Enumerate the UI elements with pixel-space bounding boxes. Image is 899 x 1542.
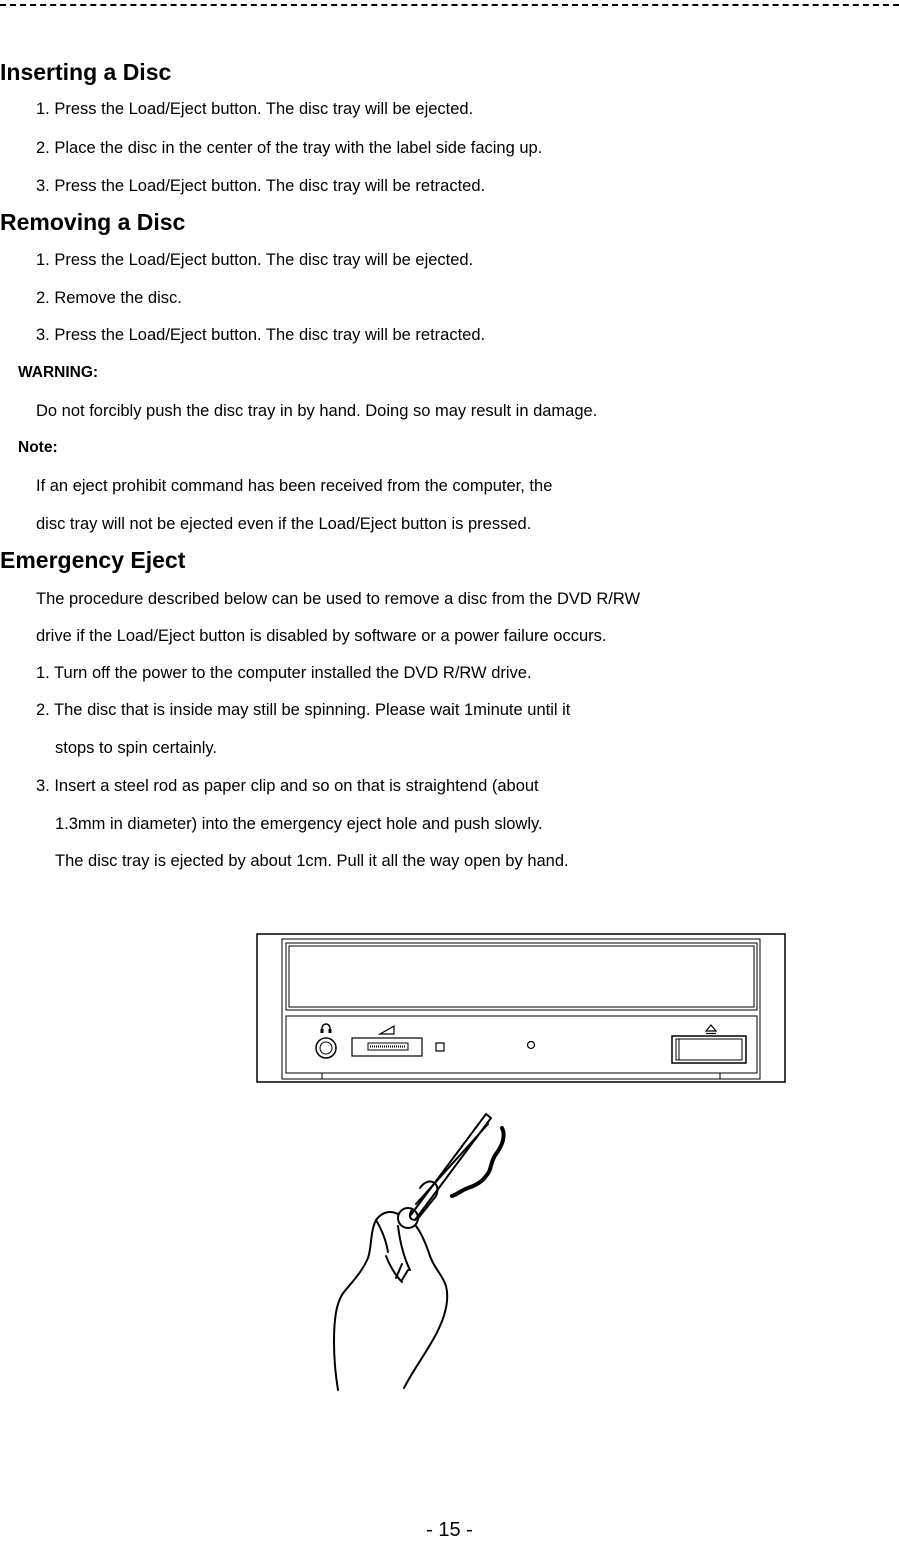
emergency-line-8: The disc tray is ejected by about 1cm. Pull it all the way open by hand. — [55, 852, 569, 870]
page-number: - 15 - — [426, 1519, 473, 1541]
heading-emergency: Emergency Eject — [0, 547, 186, 573]
warning-text: Do not forcibly push the disc tray in by hand. Doing so may result in damage. — [36, 402, 598, 420]
emergency-line-3: 1. Turn off the power to the computer installed the DVD R/RW drive. — [36, 664, 532, 682]
emergency-line-6: 3. Insert a steel rod as paper clip and so on that is straightend (about — [36, 777, 539, 795]
note-line-1: If an eject prohibit command has been received from the computer, the — [36, 477, 553, 495]
emergency-line-4: 2. The disc that is inside may still be spinning. Please wait 1minute until it — [36, 701, 571, 719]
removing-step-3: 3. Press the Load/Eject button. The disc tray will be retracted. — [36, 326, 486, 344]
warning-label: WARNING: — [18, 364, 99, 381]
hand-paperclip-illustration — [316, 1106, 520, 1396]
paper-clip — [410, 1114, 504, 1220]
removing-step-2: 2. Remove the disc. — [36, 289, 182, 307]
note-label: Note: — [18, 439, 58, 456]
dvd-drive-front-panel — [256, 932, 787, 1084]
inserting-step-1: 1. Press the Load/Eject button. The disc tray will be ejected. — [36, 100, 474, 118]
inserting-step-3: 3. Press the Load/Eject button. The disc tray will be retracted. — [36, 177, 486, 195]
note-line-2: disc tray will not be ejected even if the Load/Eject button is pressed. — [36, 515, 532, 533]
inserting-step-2: 2. Place the disc in the center of the tray with the label side facing up. — [36, 139, 543, 157]
hand — [334, 1208, 447, 1390]
emergency-line-5: stops to spin certainly. — [55, 739, 218, 757]
emergency-line-7: 1.3mm in diameter) into the emergency eject hole and push slowly. — [55, 815, 543, 833]
top-dashed-rule — [0, 4, 899, 14]
heading-inserting: Inserting a Disc — [0, 59, 172, 85]
emergency-line-1: The procedure described below can be used to remove a disc from the DVD R/RW — [36, 590, 641, 608]
removing-step-1: 1. Press the Load/Eject button. The disc tray will be ejected. — [36, 251, 474, 269]
heading-removing: Removing a Disc — [0, 209, 186, 235]
emergency-line-2: drive if the Load/Eject button is disabled by software or a power failure occurs. — [36, 627, 607, 645]
